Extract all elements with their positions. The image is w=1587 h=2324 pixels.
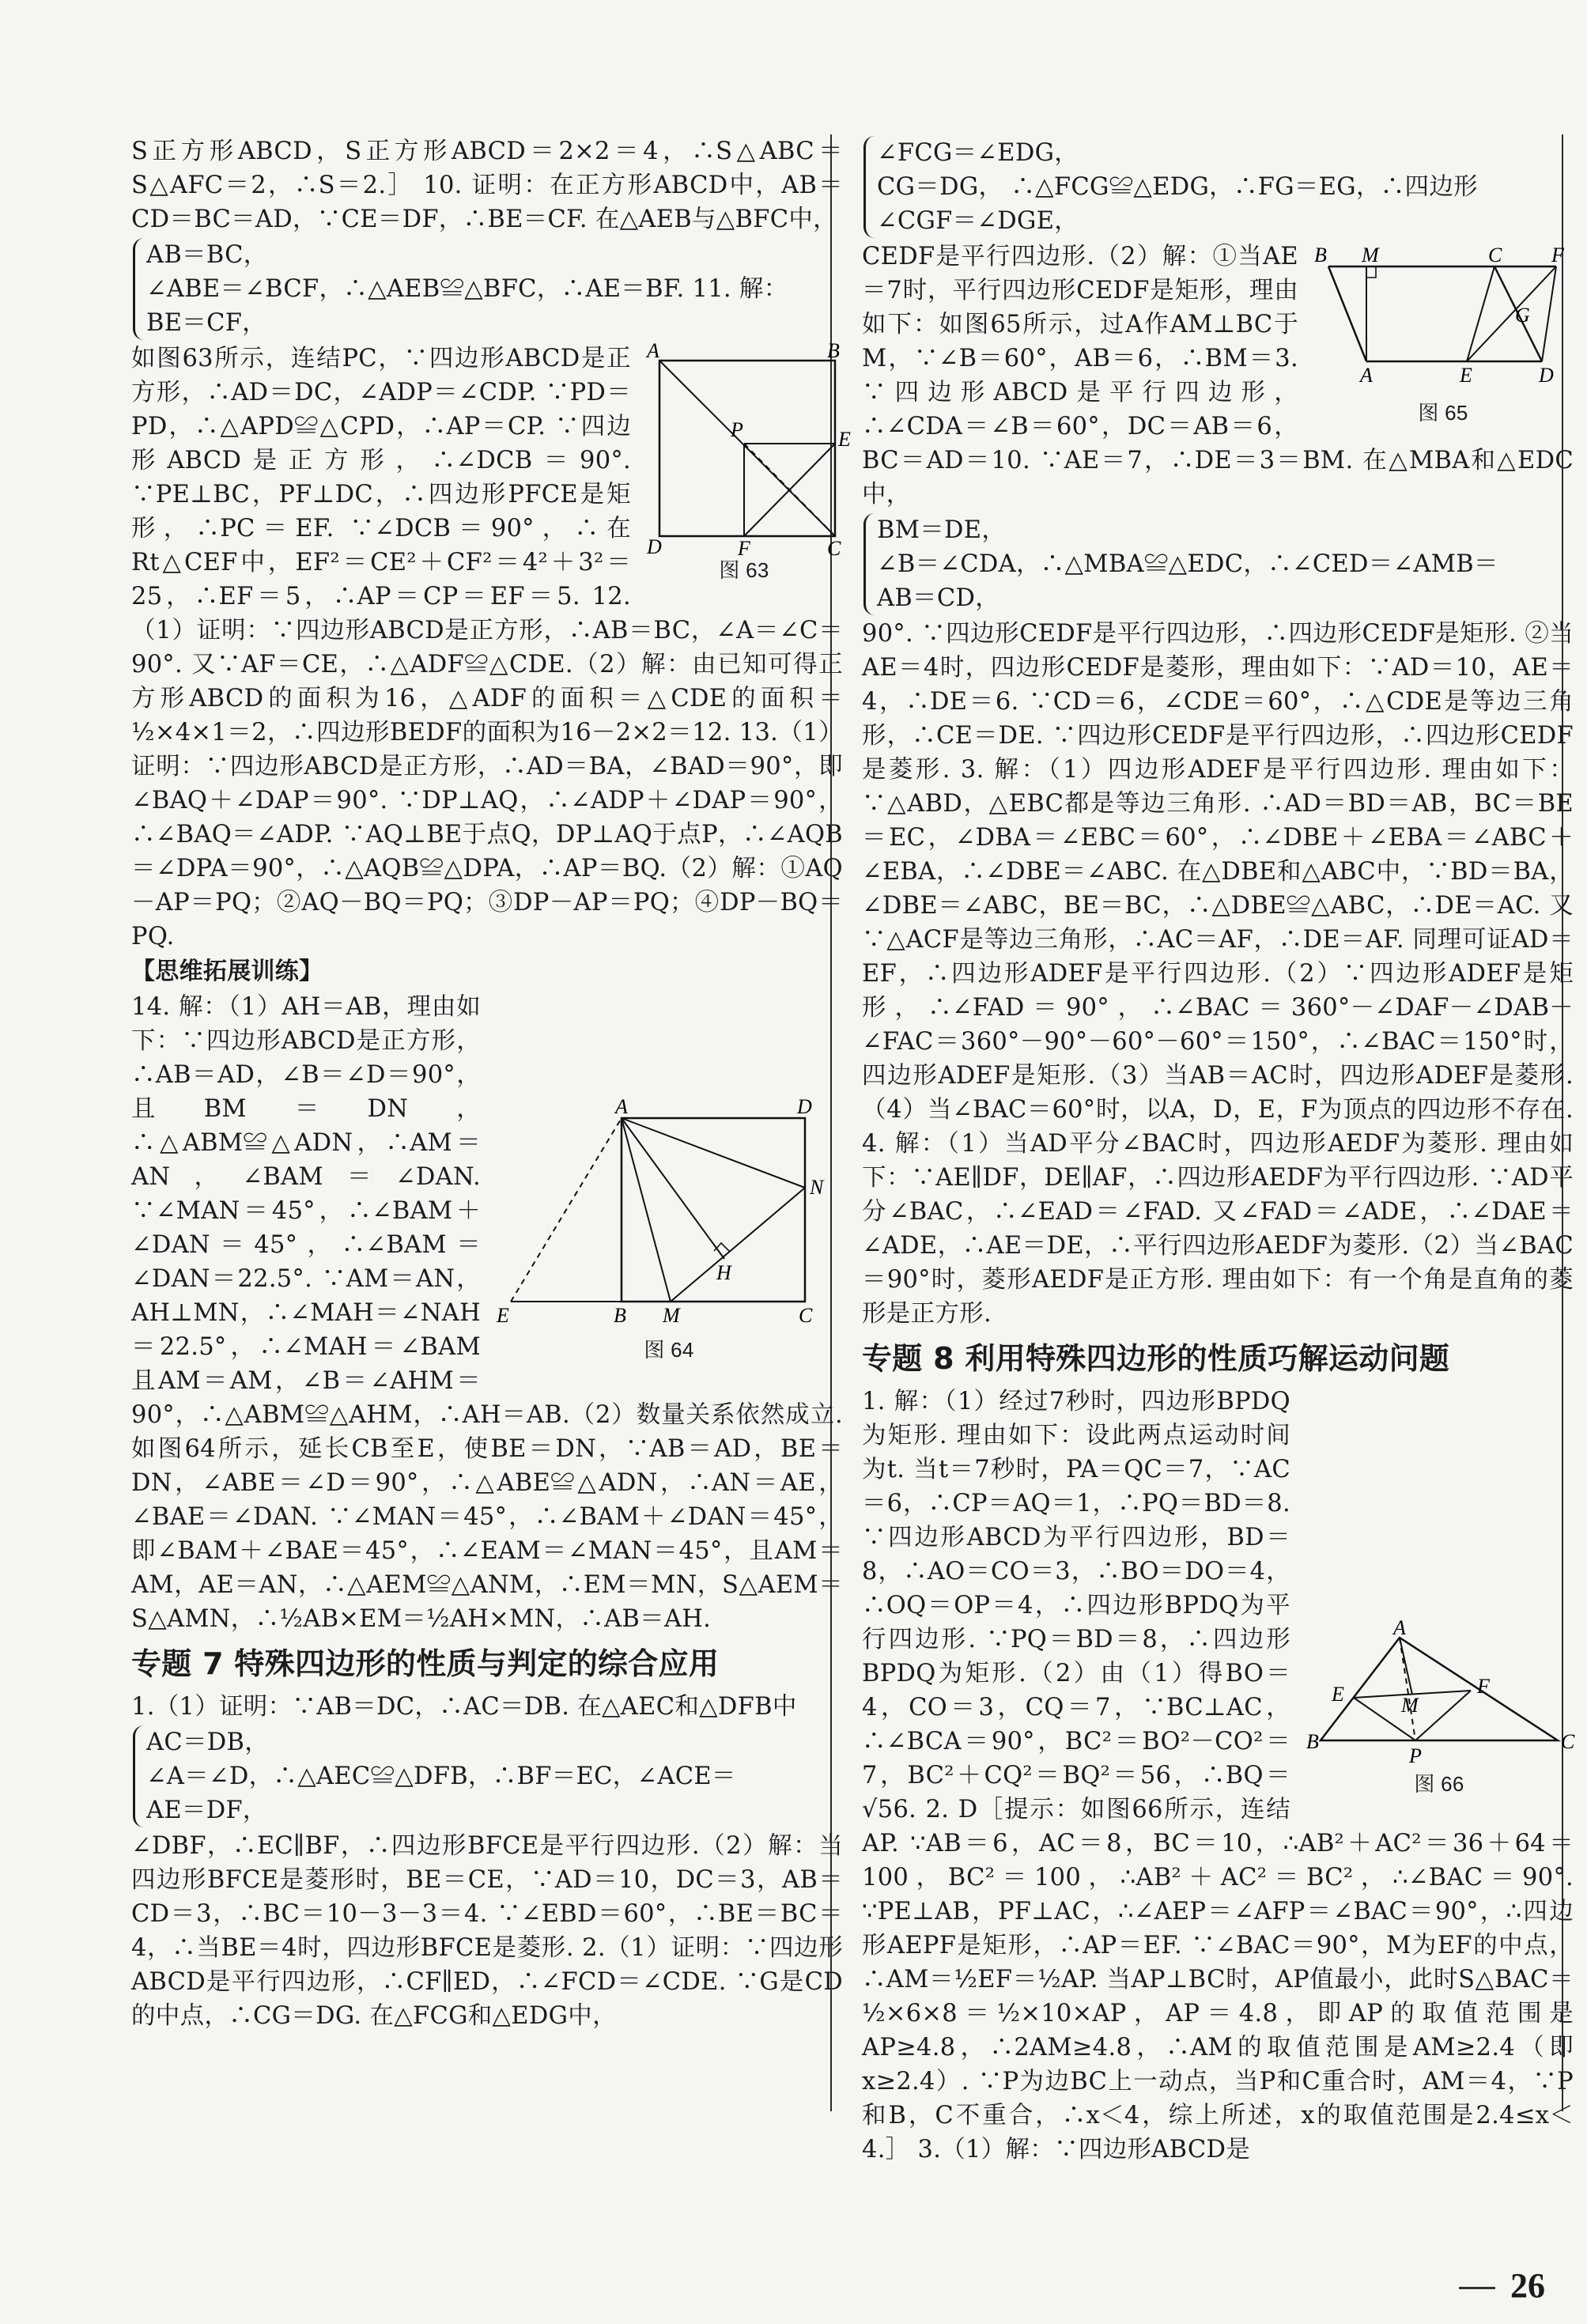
answer-text: 1.（1）证明：∵AB＝DC，∴AC＝DB. 在△AEC和△DFB中 — [131, 1693, 797, 1721]
figure-66 — [1305, 1616, 1575, 1796]
fig64-label-N: N — [810, 1176, 824, 1199]
answer-text: ∠DBF，∴EC∥BF，∴四边形BFCE是平行四边形.（2）解：当四边形BFCE是菱形时，BE＝CE，∵AD＝10，DC＝3，AB＝CD＝3，∴BC＝10－3－3＝4. ∵∠EBD＝60°，∴BE＝BC＝4，∴当BE＝4时，四边形BFCE是菱形. 2.（1）证明：∵四边形ABCD是平行四边形，∴CF∥ED，∴∠FCD＝∠CDE. ∵G是CD的中点，∴CG＝DG. 在△FCG和△EDG中， — [131, 1832, 843, 2030]
fig66-label-P: P — [1409, 1744, 1423, 1767]
equation-system: AB＝BC， ∠ABE＝∠BCF，∴△AEB≌△BFC，∴AE＝BF. 11. 解： BE＝CF， — [133, 238, 843, 340]
fig66-label-A: A — [1393, 1616, 1407, 1639]
fig65-label-E: E — [1460, 364, 1473, 387]
figure-65-diagram — [1313, 243, 1574, 401]
fig64-label-H: H — [716, 1261, 732, 1284]
equation-system: ∠FCG＝∠EDG， CG＝DG， ∴△FCG≌△EDG，∴FG＝EG，∴四边形 ∠CGF＝∠DGE， — [863, 136, 1574, 238]
fig64-label-B: B — [614, 1304, 627, 1327]
answer-text: 90°. ∵四边形CEDF是平行四边形，∴四边形CEDF是矩形. ②当AE＝4时，四边形CEDF是菱形，理由如下：∵AD＝10，AE＝4，∴DE＝6. ∵CD＝6，∠CDE＝60°，∴△CDE是等边三角形，∴CE＝DE. ∵四边形CEDF是平行四边形，∴四边形CEDF是菱形. 3. 解：（1）四边形ADEF是平行四边形. 理由如下：∵△ABD，△EBC都是等边三角形. ∴AD＝BD＝AB，BC＝BE＝EC，∠DBA＝∠EBC＝60°，∴∠DBE＋∠EBA＝∠ABC＋∠EBA，∴∠DBE＝∠ABC. 在△DBE和△ABC中，∵BD＝BA，∠DBE＝∠ABC，BE＝BC，∴△DBE≌△ABC，∴DE＝AC. 又∵△ACF是等边三角形，∴AC＝AF，∴DE＝AF. 同理可证AD＝EF，∴四边形ADEF是平行四边形.（2）∵四边形ADEF是矩形，∴∠FAD＝90°，∴∠BAC＝360°－∠DAF－∠DAB－∠FAC＝360°－90°－60°－60°＝150°，∴∠BAC＝150°时，四边形ADEF是矩形.（3）当AB＝AC时，四边形ADEF是菱形.（4）当∠BAC＝60°时，以A，D，E，F为顶点的四边形不存在. 4. 解：（1）当AD平分∠BAC时，四边形AEDF为菱形. 理由如下：∵AE∥DF，DE∥AF，∴四边形AEDF为平行四边形. ∵AD平分∠BAC，∴∠EAD＝∠FAD. 又∠FAD＝∠ADE，∴∠DAE＝∠ADE，∴AE＝DE，∴平行四边形AEDF为菱形.（2）当∠BAC＝90°时，菱形AEDF是正方形. 理由如下：有一个角是直角的菱形是正方形. — [862, 620, 1574, 1328]
fig64-label-D: D — [797, 1095, 813, 1118]
fig64-label-C: C — [799, 1304, 813, 1327]
figure-63 — [645, 339, 852, 582]
fig63-label-E: E — [838, 428, 852, 451]
figure-63-diagram — [645, 339, 852, 560]
fig64-label-M: M — [663, 1304, 680, 1327]
answer-text: S正方形ABCD，S正方形ABCD＝2×2＝4，∴S△ABC＝S△AFC＝2，∴S＝2.］ 10. 证明：在正方形ABCD中，AB＝CD＝BC＝AD，∵CE＝DF，∴BE＝CF. 在△AEB与△BFC中， — [131, 138, 843, 233]
answer-text: 1. 解：（1）经过7秒时，四边形BPDQ为矩形. 理由如下：设此两点运动时间为t. 当t＝7秒时，PA＝QC＝7，∵AC＝6，∴CP＝AQ＝1，∴PQ＝BD＝8. ∵四边形ABCD为平行四边形，BD＝8，∴AO＝CO＝3，∴BO＝DO＝4，∴OQ＝OP＝4，∴四边形BPDQ为平行四边形. ∵PQ＝BD＝8，∴四边形BPDQ为矩形.（2）由（1）得BO＝4，CO＝3，CQ＝7，∵BC⊥AC，∴∠BCA＝90°，BC²＝BO²－CO²＝7，BC²＋CQ²＝BQ²＝56，∴BQ＝√56. 2. D［提示：如图66所示，连结AP. ∵AB＝6，AC＝8，BC＝10，∴AB²＋AC²＝36＋64＝100，BC²＝100，∴AB²＋AC²＝BC²，∴∠BAC＝90°. ∵PE⊥AB，PF⊥AC，∴∠AEP＝∠AFP＝∠BAC＝90°，∴四边形AEPF是矩形，∴AP＝EF. ∵∠BAC＝90°，M为EF的中点，∴AM＝½EF＝½AP. 当AP⊥BC时，AP值最小，此时S△BAC＝½×6×8＝½×10×AP，AP＝4.8，即AP的取值范围是AP≥4.8，∴2AM≥4.8，∴AM的取值范围是AM≥2.4（即x≥2.4）. ∵P为边BC上一动点，当P和C重合时，AM＝4，∵P和B，C不重合，∴x＜4，综上所述，x的取值范围是2.4≤x＜4.］ 3.（1）解：∵四边形ABCD是 — [862, 1388, 1574, 2163]
fig65-label-D: D — [1539, 364, 1555, 387]
left-column — [131, 134, 852, 2033]
fig66-label-B: B — [1306, 1730, 1320, 1753]
answer-text: 如图63所示，连结PC，∵四边形ABCD是正方形，∴AD＝DC，∠ADP＝∠CDP. ∵PD＝PD，∴△APD≌△CPD，∴AP＝CP. ∵四边形ABCD是正方形，∴∠DCB＝90°. ∵PE⊥BC，PF⊥DC，∴四边形PFCE是矩形，∴PC＝EF. ∵∠DCB＝90°，∴在Rt△CEF中，EF²＝CE²＋CF²＝4²＋3²＝25，∴EF＝5，∴AP＝CP＝EF＝5. 12.（1）证明：∵四边形ABCD是正方形，∴AB＝BC，∠A＝∠C＝90°. 又∵AF＝CE，∴△ADF≌△CDE.（2）解：由已知可得正方形ABCD的面积为16，△ADF的面积＝△CDE的面积＝½×4×1＝2，∴四边形BEDF的面积为16－2×2＝12. 13.（1）证明：∵四边形ABCD是正方形，∴AD＝BA，∠BAD＝90°，即∠BAQ＋∠DAP＝90°. ∵DP⊥AQ，∴∠ADP＋∠DAP＝90°，∴∠BAQ＝∠ADP. ∵AQ⊥BE于点Q，DP⊥AQ于点P，∴∠AQB＝∠DPA＝90°，∴△AQB≌△DPA，∴AP＝BQ.（2）解：①AQ－AP＝PQ；②AQ－BQ＝PQ；③DP－AP＝PQ；④DP－BQ＝PQ. — [131, 345, 843, 950]
page-number: 26 — [1510, 2266, 1545, 2305]
fig64-label-E: E — [497, 1304, 510, 1327]
figure-65 — [1313, 243, 1574, 425]
fig66-label-F: F — [1477, 1675, 1491, 1698]
figure-63-caption: 图 63 — [719, 558, 769, 582]
fig66-label-E: E — [1332, 1683, 1345, 1706]
equation-system: AC＝DB， ∠A＝∠D，∴△AEC≌△DFB，∴BF＝EC，∠ACE＝ AE＝DF， — [133, 1725, 843, 1827]
fig63-label-A: A — [647, 339, 660, 362]
fig65-label-B: B — [1314, 244, 1328, 266]
figure-66-diagram — [1305, 1616, 1575, 1772]
answer-text: 14. 解：（1）AH＝AB，理由如下：∵四边形ABCD是正方形，∴AB＝AD，∠B＝∠D＝90°，且BM＝DN，∴△ABM≌△ADN，∴AM＝AN，∠BAM＝∠DAN. ∵∠MAN＝45°，∴∠BAM＋∠DAN＝45°，∴∠BAM＝∠DAN＝22.5°. ∵AM＝AN，AH⊥MN，∴∠MAH＝∠NAH＝22.5°，∴∠MAH＝∠BAM且AM＝AM，∠B＝∠AHM＝90°，∴△ABM≌△AHM，∴AH＝AB.（2）数量关系依然成立. 如图64所示，延长CB至E，使BE＝DN，∵AB＝AD，BE＝DN，∠ABE＝∠D＝90°，∴△ABE≌△ADN，∴AN＝AE，∠BAE＝∠DAN. ∵∠MAN＝45°，∴∠BAM＋∠DAN＝45°，即∠BAM＋∠BAE＝45°，∴∠EAM＝∠MAN＝45°，且AM＝AM，AE＝AN，∴△AEM≌△ANM，∴EM＝MN，S△AEM＝S△AMN，∴½AB×EM＝½AH×MN，∴AB＝AH. — [131, 993, 843, 1633]
page-number-rule — [1459, 2287, 1495, 2289]
fig65-label-F: F — [1551, 244, 1565, 266]
fig66-label-M: M — [1401, 1694, 1419, 1717]
fig63-label-D: D — [647, 535, 663, 558]
fig65-label-M: M — [1362, 244, 1379, 266]
fig63-label-F: F — [738, 537, 751, 560]
section-7-title: 专题 7 特殊四边形的性质与判定的综合应用 — [131, 1646, 720, 1681]
answer-text: CEDF是平行四边形.（2）解：①当AE＝7时，平行四边形CEDF是矩形，理由如下：如图65所示，过A作AM⊥BC于M，∵∠B＝60°，AB＝6，∴BM＝3. ∵四边形ABCD是平行四边形，∴∠CDA＝∠B＝60°，DC＝AB＝6，BC＝AD＝10. ∵AE＝7，∴DE＝3＝BM. 在△MBA和△EDC中， — [862, 243, 1574, 508]
right-column — [862, 134, 1574, 2167]
fig65-label-C: C — [1488, 244, 1502, 266]
fig66-label-C: C — [1561, 1730, 1575, 1753]
fig63-label-P: P — [731, 418, 744, 441]
figure-64-diagram — [495, 1095, 843, 1338]
fig65-label-G: G — [1515, 304, 1531, 327]
figure-64-caption: 图 64 — [644, 1338, 694, 1362]
fig65-label-A: A — [1360, 364, 1374, 387]
figure-65-caption: 图 65 — [1418, 401, 1468, 425]
figure-64 — [495, 1095, 843, 1362]
equation-system: BM＝DE， ∠B＝∠CDA，∴△MBA≌△EDC，∴∠CED＝∠AMB＝ AB＝CD， — [863, 513, 1574, 615]
fig64-label-A: A — [615, 1095, 629, 1118]
figure-66-caption: 图 66 — [1414, 1772, 1464, 1796]
fig63-label-B: B — [827, 339, 841, 362]
section-subheading: 【思维拓展训练】 — [131, 958, 323, 985]
fig63-label-C: C — [827, 537, 841, 560]
section-8-title: 专题 8 利用特殊四边形的性质巧解运动问题 — [862, 1341, 1450, 1376]
